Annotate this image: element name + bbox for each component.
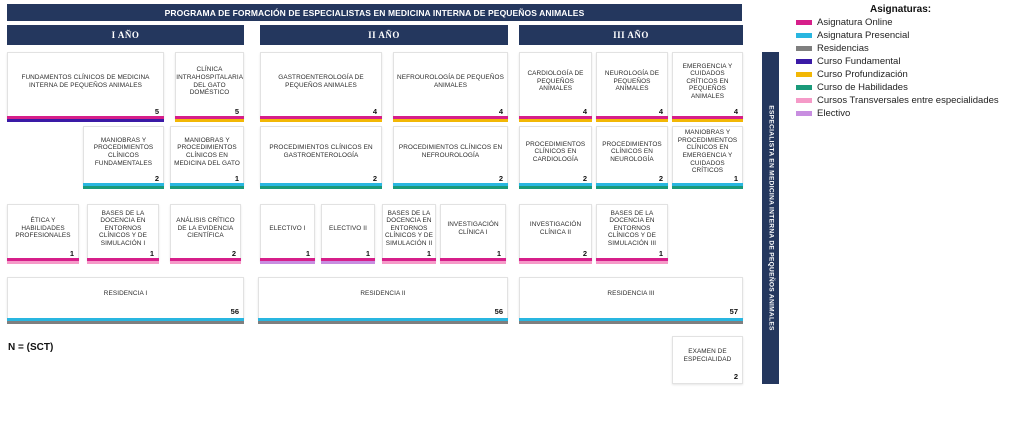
legend-item <box>796 55 900 67</box>
course-name: MANIOBRAS Y PROCEDIMIENTOS CLÍNICOS EN MEDICINA DEL GATO <box>174 136 240 167</box>
course-name: BASES DE LA DOCENCIA EN ENTORNOS CLÍNICOS Y DE SIMULACIÓN II <box>385 209 433 247</box>
course-sct: 1 <box>234 174 239 183</box>
legend-label: Asignatura Online <box>817 16 893 28</box>
course-card <box>260 52 382 119</box>
type-bar <box>393 186 508 189</box>
course-card <box>7 277 244 319</box>
course-sct: 2 <box>498 174 503 183</box>
course-name: ÉTICA Y HABILIDADES PROFESIONALES <box>15 217 71 240</box>
course-sct: 5 <box>234 107 239 116</box>
course-name: NEUROLOGÍA DE PEQUEÑOS ANIMALES <box>604 70 660 93</box>
course-card <box>260 204 315 261</box>
course-card <box>382 204 436 261</box>
type-bar <box>519 186 592 189</box>
course-sct: 2 <box>733 372 738 381</box>
course-name: CARDIOLOGÍA DE PEQUEÑOS ANIMALES <box>527 70 584 93</box>
course-name: CLÍNICA INTRAHOSPITALARIA DEL GATO DOMÉSTICO <box>176 66 244 97</box>
legend-title: Asignaturas: <box>870 4 932 15</box>
course-card <box>596 204 668 261</box>
course-sct: 2 <box>658 174 663 183</box>
course-sct: 1 <box>658 249 663 258</box>
type-bar <box>175 119 244 122</box>
course-name: GASTROENTEROLOGÍA DE PEQUEÑOS ANIMALES <box>278 73 364 89</box>
course-sct: 2 <box>372 174 377 183</box>
type-bar <box>170 261 241 264</box>
legend-label: Curso de Habilidades <box>817 81 908 93</box>
type-bar <box>672 186 743 189</box>
year-1-header: I AÑO <box>7 25 244 45</box>
type-bar <box>83 186 164 189</box>
type-bar <box>260 186 382 189</box>
legend-swatch <box>796 98 812 103</box>
course-sct: 1 <box>496 249 501 258</box>
course-sct: 57 <box>729 307 738 316</box>
type-bar <box>260 261 315 264</box>
course-card <box>519 204 592 261</box>
course-card <box>393 126 508 186</box>
year-3-header: III AÑO <box>519 25 743 45</box>
type-bar <box>596 119 668 122</box>
program-title: PROGRAMA DE FORMACIÓN DE ESPECIALISTAS EN MEDICINA INTERNA DE PEQUEÑOS ANIMALES <box>7 4 742 21</box>
course-name: MANIOBRAS Y PROCEDIMIENTOS CLÍNICOS FUNDAMENTALES <box>93 136 154 167</box>
course-card <box>83 126 164 186</box>
legend-swatch <box>796 46 812 51</box>
legend-swatch <box>796 111 812 116</box>
type-bar <box>7 321 244 324</box>
course-card <box>7 52 164 119</box>
type-bar <box>672 119 743 122</box>
course-name: RESIDENCIA III <box>607 290 655 298</box>
course-name: RESIDENCIA I <box>103 290 148 298</box>
course-card <box>393 52 508 119</box>
legend-swatch <box>796 85 812 90</box>
course-sct: 5 <box>154 107 159 116</box>
legend-item <box>796 81 908 93</box>
course-sct: 56 <box>494 307 503 316</box>
course-name: EMERGENCIA Y CUIDADOS CRÍTICOS EN PEQUEÑOS ANIMALES <box>682 62 733 100</box>
course-card <box>596 52 668 119</box>
type-bar <box>7 119 164 122</box>
course-card <box>7 204 79 261</box>
course-card <box>170 204 241 261</box>
course-name: INVESTIGACIÓN CLÍNICA II <box>529 220 582 236</box>
legend-swatch <box>796 20 812 25</box>
course-card <box>672 336 743 384</box>
type-bar <box>382 261 436 264</box>
course-sct: 1 <box>365 249 370 258</box>
type-bar <box>170 186 244 189</box>
type-bar <box>519 261 592 264</box>
course-name: ELECTIVO II <box>328 224 368 232</box>
course-sct: 2 <box>231 249 236 258</box>
course-name: PROCEDIMIENTOS CLÍNICOS EN CARDIOLOGÍA <box>525 140 586 163</box>
type-bar <box>519 321 743 324</box>
course-name: PROCEDIMIENTOS CLÍNICOS EN NEUROLOGÍA <box>602 140 662 163</box>
legend-label: Curso Profundización <box>817 68 908 80</box>
legend-item <box>796 94 999 106</box>
course-card <box>440 204 506 261</box>
course-card <box>260 126 382 186</box>
type-bar <box>519 119 592 122</box>
legend-item <box>796 42 869 54</box>
year-2-header: II AÑO <box>260 25 508 45</box>
course-name: INVESTIGACIÓN CLÍNICA I <box>447 220 499 236</box>
type-bar <box>596 186 668 189</box>
legend-item <box>796 68 908 80</box>
legend-item <box>796 29 909 41</box>
course-card <box>519 277 743 319</box>
legend-swatch <box>796 33 812 38</box>
course-card <box>672 52 743 119</box>
legend-swatch <box>796 59 812 64</box>
course-sct: 56 <box>230 307 239 316</box>
course-card <box>175 52 244 119</box>
course-card <box>596 126 668 186</box>
course-card <box>672 126 743 186</box>
course-sct: 4 <box>582 107 587 116</box>
type-bar <box>258 321 508 324</box>
course-sct: 4 <box>372 107 377 116</box>
type-bar <box>260 119 382 122</box>
type-bar <box>596 261 668 264</box>
course-card <box>321 204 375 261</box>
legend-label: Curso Fundamental <box>817 55 901 67</box>
course-card <box>87 204 159 261</box>
type-bar <box>321 261 375 264</box>
course-sct: 1 <box>305 249 310 258</box>
sct-note: N = (SCT) <box>8 342 54 353</box>
course-card <box>519 126 592 186</box>
legend-label: Asignatura Presencial <box>817 29 910 41</box>
type-bar <box>440 261 506 264</box>
course-name: FUNDAMENTOS CLÍNICOS DE MEDICINA INTERNA DE PEQUEÑOS ANIMALES <box>21 73 150 89</box>
course-name: ANÁLISIS CRÍTICO DE LA EVIDENCIA CIENTÍFICA <box>176 217 235 240</box>
legend-item <box>796 107 850 119</box>
course-sct: 2 <box>582 249 587 258</box>
course-sct: 1 <box>733 174 738 183</box>
course-name: BASES DE LA DOCENCIA EN ENTORNOS CLÍNICOS Y DE SIMULACIÓN III <box>607 209 657 247</box>
course-sct: 4 <box>498 107 503 116</box>
course-sct: 1 <box>69 249 74 258</box>
course-card <box>519 52 592 119</box>
course-name: ELECTIVO I <box>269 224 306 232</box>
legend-label: Residencias <box>817 42 869 54</box>
course-sct: 4 <box>733 107 738 116</box>
type-bar <box>87 261 159 264</box>
type-bar <box>7 261 79 264</box>
course-name: PROCEDIMIENTOS CLÍNICOS EN GASTROENTEROLOGÍA <box>269 144 373 159</box>
legend-label: Electivo <box>817 107 851 119</box>
legend-label: Cursos Transversales entre especialidades <box>817 94 999 106</box>
course-sct: 1 <box>149 249 154 258</box>
course-sct: 2 <box>582 174 587 183</box>
course-sct: 1 <box>426 249 431 258</box>
type-bar <box>393 119 508 122</box>
course-card <box>258 277 508 319</box>
course-name: BASES DE LA DOCENCIA EN ENTORNOS CLÍNICOS Y DE SIMULACIÓN I <box>99 209 147 247</box>
course-name: MANIOBRAS Y PROCEDIMIENTOS CLÍNICOS EN EMERGENCIA Y CUIDADOS CRÍTICOS <box>677 129 738 175</box>
legend-swatch <box>796 72 812 77</box>
specialist-outcome-label: ESPECIALISTA EN MEDICINA INTERNA DE PEQUEÑOS ANIMALES <box>767 105 775 331</box>
course-name: EXAMEN DE ESPECIALIDAD <box>683 348 732 363</box>
legend-item <box>796 16 893 28</box>
course-card <box>170 126 244 186</box>
course-name: RESIDENCIA II <box>360 290 406 298</box>
course-sct: 4 <box>658 107 663 116</box>
course-name: NEFROUROLOGÍA DE PEQUEÑOS ANIMALES <box>397 73 504 89</box>
course-sct: 2 <box>154 174 159 183</box>
course-name: PROCEDIMIENTOS CLÍNICOS EN NEFROUROLOGÍA <box>398 144 503 159</box>
